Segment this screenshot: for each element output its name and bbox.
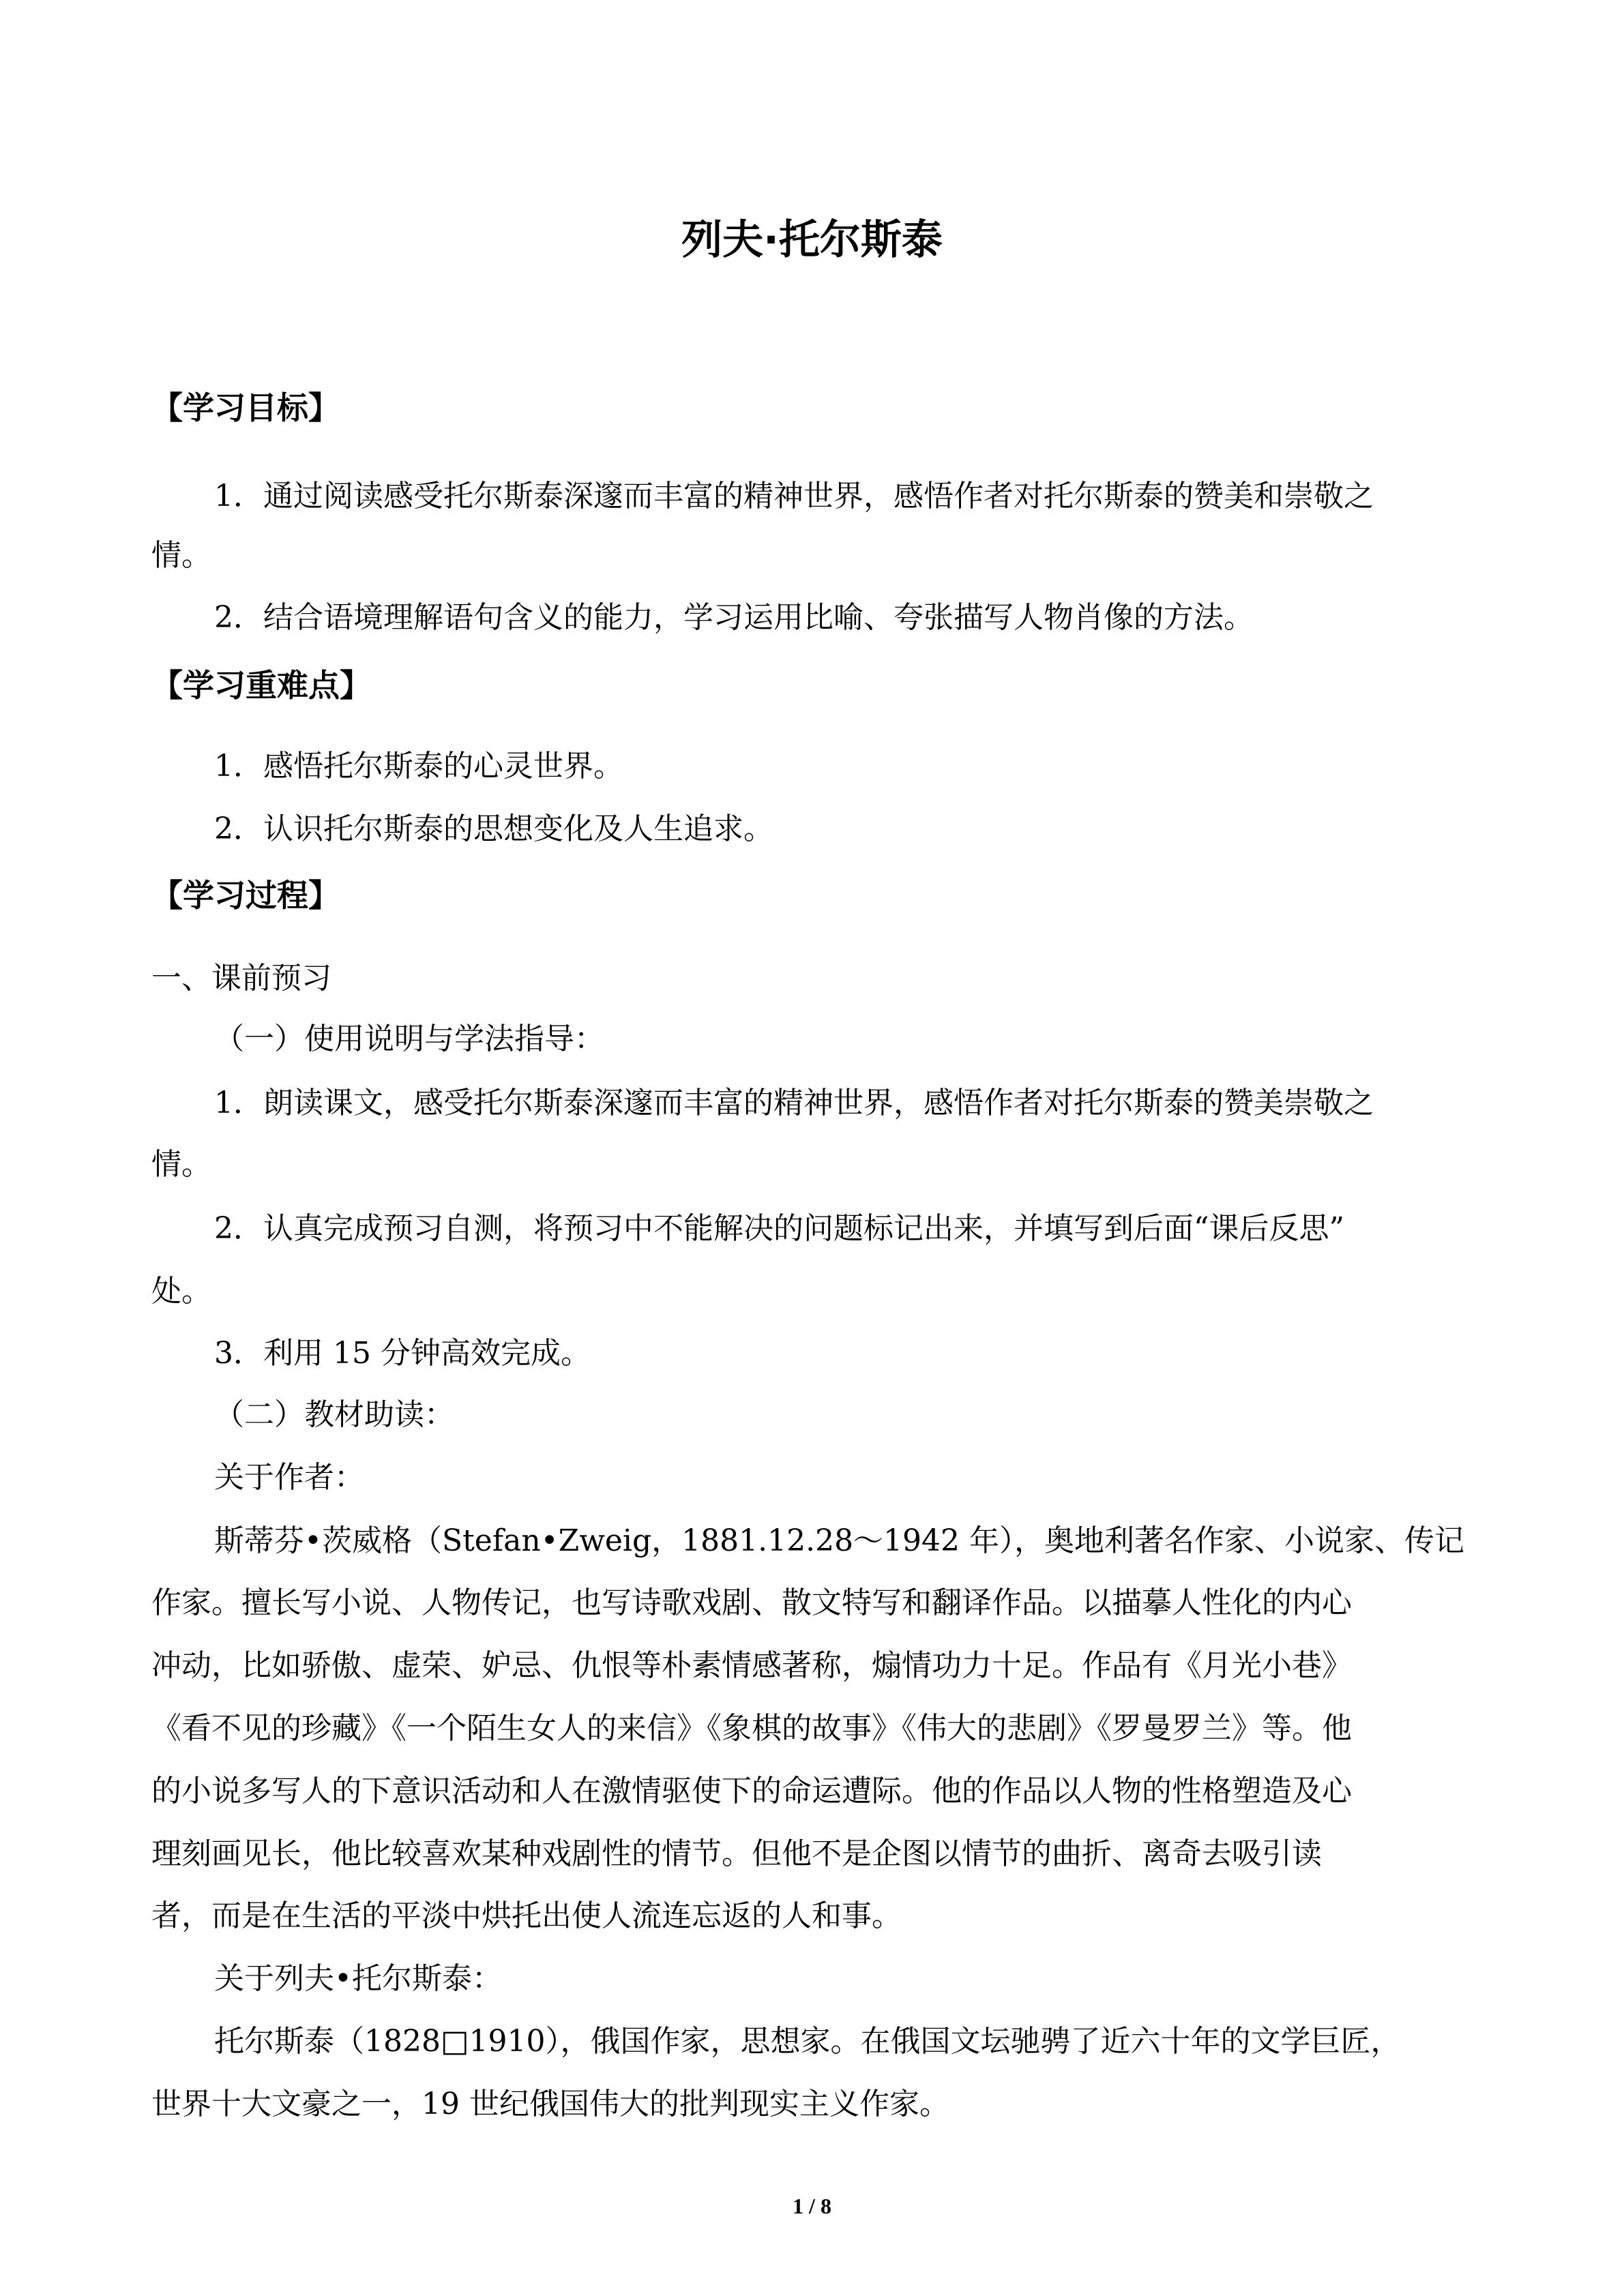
process-subsection-1: （一）使用说明与学法指导： — [214, 1022, 604, 1056]
process-step-2-line-1: 2．认真完成预习自测，将预习中不能解决的问题标记出来，并填写到后面“课后反思” — [214, 1211, 1344, 1246]
page-number: 1 / 8 — [793, 2194, 831, 2218]
author-paragraph-line-7: 者，而是在生活的平淡中烘托出使人流连忘返的人和事。 — [151, 1898, 902, 1933]
about-tolstoy-label: 关于列夫•托尔斯泰： — [214, 1961, 502, 1996]
author-paragraph-line-5: 的小说多写人的下意识活动和人在激情驱使下的命运遭际。他的作品以人物的性格塑造及心 — [151, 1774, 1352, 1808]
goal-item-1-line-2: 情。 — [151, 538, 211, 573]
process-step-1-line-2: 情。 — [151, 1147, 211, 1182]
author-paragraph-line-3: 冲动，比如骄傲、虚荣、妒忌、仇恨等朴素情感著称，煽情功力十足。作品有《月光小巷》 — [151, 1648, 1352, 1683]
section-heading-key-points: 【学习重难点】 — [151, 667, 371, 704]
goal-item-2: 2．结合语境理解语句含义的能力，学习运用比喻、夸张描写人物肖像的方法。 — [214, 600, 1254, 635]
process-part-1: 一、课前预习 — [151, 961, 331, 996]
author-paragraph-line-6: 理刻画见长，他比较喜欢某种戏剧性的情节。但他不是企图以情节的曲折、离奇去吸引读 — [151, 1836, 1322, 1871]
key-point-item-1: 1．感悟托尔斯泰的心灵世界。 — [214, 749, 623, 784]
section-heading-goals: 【学习目标】 — [151, 389, 340, 426]
tolstoy-paragraph-line-1: 托尔斯泰（1828□1910），俄国作家，思想家。在俄国文坛驰骋了近六十年的文学巨匠， — [214, 2024, 1401, 2059]
goal-item-1-line-1: 1．通过阅读感受托尔斯泰深邃而丰富的精神世界，感悟作者对托尔斯泰的赞美和崇敬之 — [214, 479, 1374, 513]
author-paragraph-line-4: 《看不见的珍藏》《一个陌生女人的来信》《象棋的故事》《伟大的悲剧》《罗曼罗兰》等。他 — [151, 1711, 1352, 1746]
about-author-label: 关于作者： — [214, 1460, 364, 1495]
process-step-2-line-2: 处。 — [151, 1274, 211, 1309]
process-step-1-line-1: 1．朗读课文，感受托尔斯泰深邃而丰富的精神世界，感悟作者对托尔斯泰的赞美崇敬之 — [214, 1086, 1374, 1120]
key-point-item-2: 2．认识托尔斯泰的思想变化及人生追求。 — [214, 811, 773, 846]
author-paragraph-line-2: 作家。擅长写小说、人物传记，也写诗歌戏剧、散文特写和翻译作品。以描摹人性化的内心 — [151, 1585, 1352, 1620]
author-paragraph-line-1: 斯蒂芬•茨威格（Stefan•Zweig，1881.12.28～1942 年），奥地利著名作家、小说家、传记 — [214, 1523, 1465, 1558]
process-step-3: 3．利用 15 分钟高效完成。 — [214, 1336, 591, 1371]
section-heading-process: 【学习过程】 — [151, 877, 340, 914]
process-subsection-2: （二）教材助读： — [214, 1397, 454, 1432]
tolstoy-paragraph-line-2: 世界十大文豪之一，19 世纪俄国伟大的批判现实主义作家。 — [151, 2087, 949, 2121]
document-title: 列夫·托尔斯泰 — [681, 216, 943, 264]
